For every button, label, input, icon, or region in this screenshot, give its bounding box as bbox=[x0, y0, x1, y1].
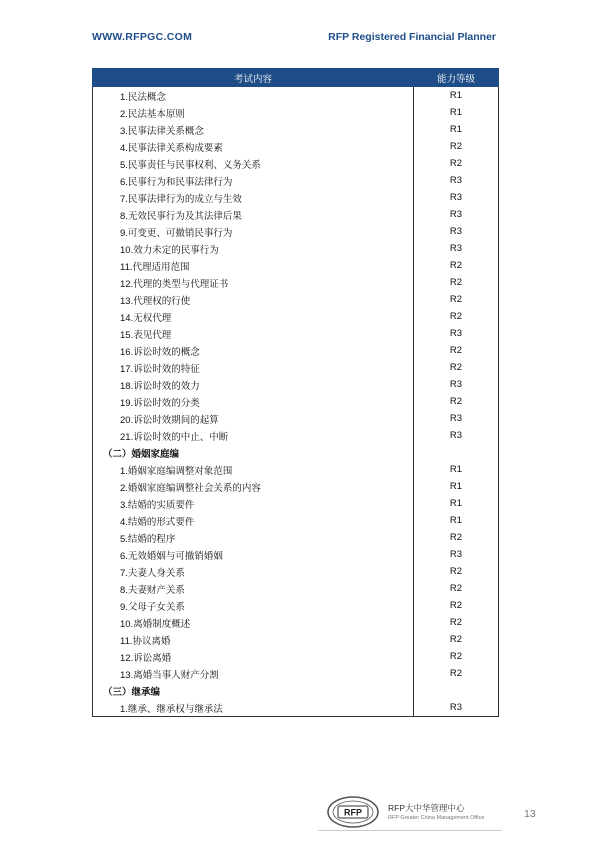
table-row bbox=[93, 512, 499, 529]
content-cell: 1.婚姻家庭编调整对象范围 bbox=[93, 461, 414, 478]
content-cell: 15.表见代理 bbox=[93, 325, 414, 342]
table-row bbox=[93, 342, 499, 359]
level-cell: R1 bbox=[414, 461, 499, 478]
table-row bbox=[93, 291, 499, 308]
table-row bbox=[93, 495, 499, 512]
content-cell: 5.民事责任与民事权利、义务关系 bbox=[93, 155, 414, 172]
content-cell: 16.诉讼时效的概念 bbox=[93, 342, 414, 359]
content-cell: 6.民事行为和民事法律行为 bbox=[93, 172, 414, 189]
page-footer bbox=[0, 783, 600, 833]
content-cell: 10.离婚制度概述 bbox=[93, 614, 414, 631]
level-cell: R1 bbox=[414, 104, 499, 121]
level-cell: R3 bbox=[414, 172, 499, 189]
content-cell: 9.可变更、可撤销民事行为 bbox=[93, 223, 414, 240]
table-row bbox=[93, 648, 499, 665]
page-number: 13 bbox=[524, 808, 536, 820]
content-cell: 19.诉讼时效的分类 bbox=[93, 393, 414, 410]
section-row bbox=[93, 444, 499, 461]
footer-divider bbox=[318, 830, 502, 831]
level-cell: R2 bbox=[414, 648, 499, 665]
level-cell: R2 bbox=[414, 631, 499, 648]
content-cell: 11.代理适用范围 bbox=[93, 257, 414, 274]
level-cell: R3 bbox=[414, 206, 499, 223]
section-title: （三）继承编 bbox=[93, 682, 414, 699]
content-cell: 8.无效民事行为及其法律后果 bbox=[93, 206, 414, 223]
org-name-cn: RFP大中华管理中心 bbox=[388, 803, 465, 813]
column-header-content: 考试内容 bbox=[93, 69, 414, 87]
content-cell: 13.离婚当事人财产分割 bbox=[93, 665, 414, 682]
content-cell: 12.代理的类型与代理证书 bbox=[93, 274, 414, 291]
level-cell: R1 bbox=[414, 121, 499, 138]
section-row bbox=[93, 682, 499, 699]
exam-content-table bbox=[92, 68, 499, 717]
level-cell: R2 bbox=[414, 597, 499, 614]
content-cell: 7.民事法律行为的成立与生效 bbox=[93, 189, 414, 206]
document-title: RFP Registered Financial Planner bbox=[328, 31, 496, 43]
table-row bbox=[93, 478, 499, 495]
level-cell: R2 bbox=[414, 580, 499, 597]
level-cell bbox=[414, 682, 499, 699]
content-cell: 5.结婚的程序 bbox=[93, 529, 414, 546]
content-cell: 3.结婚的实质要件 bbox=[93, 495, 414, 512]
table-row bbox=[93, 376, 499, 393]
table-row bbox=[93, 546, 499, 563]
level-cell: R1 bbox=[414, 495, 499, 512]
content-cell: 1.民法概念 bbox=[93, 87, 414, 105]
content-cell: 8.夫妻财产关系 bbox=[93, 580, 414, 597]
table-row bbox=[93, 121, 499, 138]
level-cell: R2 bbox=[414, 342, 499, 359]
level-cell: R2 bbox=[414, 393, 499, 410]
content-cell: 12.诉讼离婚 bbox=[93, 648, 414, 665]
content-cell: 18.诉讼时效的效力 bbox=[93, 376, 414, 393]
table-header-row bbox=[93, 69, 499, 87]
content-cell: 21.诉讼时效的中止、中断 bbox=[93, 427, 414, 444]
content-cell: 11.协议离婚 bbox=[93, 631, 414, 648]
level-cell: R2 bbox=[414, 563, 499, 580]
level-cell: R3 bbox=[414, 699, 499, 717]
level-cell: R2 bbox=[414, 291, 499, 308]
table-row bbox=[93, 274, 499, 291]
table-row bbox=[93, 665, 499, 682]
level-cell: R2 bbox=[414, 614, 499, 631]
content-cell: 17.诉讼时效的特征 bbox=[93, 359, 414, 376]
table-row bbox=[93, 393, 499, 410]
table-row bbox=[93, 461, 499, 478]
content-cell: 10.效力未定的民事行为 bbox=[93, 240, 414, 257]
table-row bbox=[93, 257, 499, 274]
table-row bbox=[93, 189, 499, 206]
table-row bbox=[93, 563, 499, 580]
level-cell: R1 bbox=[414, 87, 499, 105]
level-cell: R3 bbox=[414, 376, 499, 393]
level-cell: R3 bbox=[414, 410, 499, 427]
table-row bbox=[93, 614, 499, 631]
table-row bbox=[93, 325, 499, 342]
rfp-seal-logo bbox=[326, 795, 380, 829]
level-cell: R2 bbox=[414, 359, 499, 376]
table-row bbox=[93, 427, 499, 444]
table-row bbox=[93, 580, 499, 597]
level-cell: R2 bbox=[414, 155, 499, 172]
table-row bbox=[93, 87, 499, 105]
table-row bbox=[93, 359, 499, 376]
content-cell: 4.民事法律关系构成要素 bbox=[93, 138, 414, 155]
content-cell: 2.婚姻家庭编调整社会关系的内容 bbox=[93, 478, 414, 495]
org-name-en: RFP Greater China Management Office bbox=[388, 815, 485, 821]
content-cell: 1.继承、继承权与继承法 bbox=[93, 699, 414, 717]
content-cell: 14.无权代理 bbox=[93, 308, 414, 325]
content-cell: 3.民事法律关系概念 bbox=[93, 121, 414, 138]
page-header bbox=[92, 31, 496, 45]
table-row bbox=[93, 172, 499, 189]
seal-text: RFP bbox=[344, 807, 362, 818]
table-row bbox=[93, 155, 499, 172]
level-cell: R3 bbox=[414, 223, 499, 240]
table-row bbox=[93, 308, 499, 325]
table-row bbox=[93, 699, 499, 717]
column-header-level: 能力等级 bbox=[414, 69, 499, 87]
table-row bbox=[93, 138, 499, 155]
content-cell: 7.夫妻人身关系 bbox=[93, 563, 414, 580]
content-cell: 9.父母子女关系 bbox=[93, 597, 414, 614]
level-cell: R1 bbox=[414, 512, 499, 529]
table-row bbox=[93, 529, 499, 546]
section-title: （二）婚姻家庭编 bbox=[93, 444, 414, 461]
table-row bbox=[93, 206, 499, 223]
content-cell: 4.结婚的形式要件 bbox=[93, 512, 414, 529]
table-row bbox=[93, 631, 499, 648]
site-url: WWW.RFPGC.COM bbox=[92, 31, 193, 43]
table-row bbox=[93, 104, 499, 121]
level-cell: R3 bbox=[414, 325, 499, 342]
level-cell: R3 bbox=[414, 546, 499, 563]
content-cell: 20.诉讼时效期间的起算 bbox=[93, 410, 414, 427]
level-cell bbox=[414, 444, 499, 461]
level-cell: R1 bbox=[414, 478, 499, 495]
level-cell: R2 bbox=[414, 665, 499, 682]
level-cell: R3 bbox=[414, 240, 499, 257]
table-row bbox=[93, 597, 499, 614]
table-row bbox=[93, 223, 499, 240]
level-cell: R2 bbox=[414, 274, 499, 291]
level-cell: R3 bbox=[414, 189, 499, 206]
content-cell: 13.代理权的行使 bbox=[93, 291, 414, 308]
content-cell: 6.无效婚姻与可撤销婚姻 bbox=[93, 546, 414, 563]
level-cell: R2 bbox=[414, 138, 499, 155]
content-cell: 2.民法基本原则 bbox=[93, 104, 414, 121]
table-row bbox=[93, 240, 499, 257]
level-cell: R2 bbox=[414, 529, 499, 546]
level-cell: R2 bbox=[414, 257, 499, 274]
level-cell: R2 bbox=[414, 308, 499, 325]
table-row bbox=[93, 410, 499, 427]
level-cell: R3 bbox=[414, 427, 499, 444]
